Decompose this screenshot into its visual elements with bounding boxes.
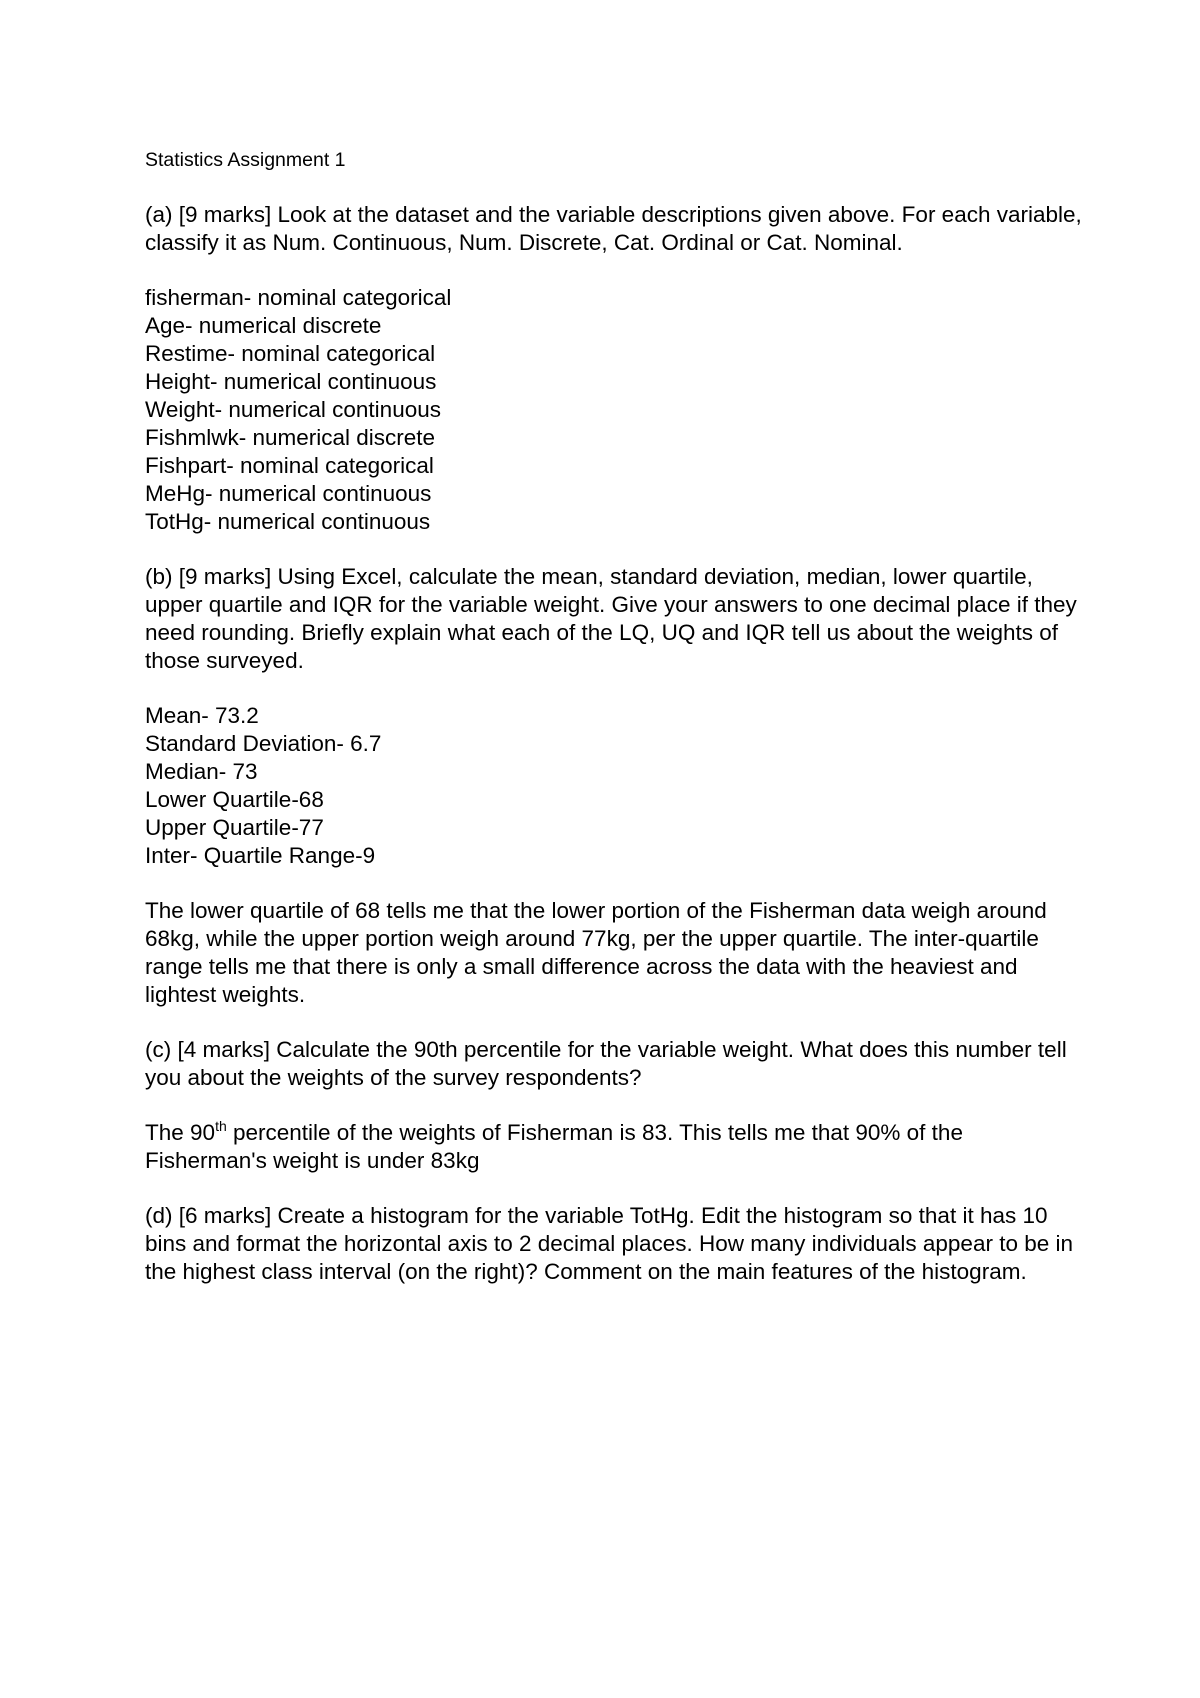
answers-b-list (145, 702, 1085, 870)
answers-a-list (145, 284, 1085, 536)
answer-a-line: Age- numerical discrete (145, 313, 382, 338)
answer-b-line: Mean- 73.2 (145, 703, 259, 728)
answer-a-line: Weight- numerical continuous (145, 397, 441, 422)
answer-a-line: TotHg- numerical continuous (145, 509, 431, 534)
answer-b-line: Median- 73 (145, 759, 258, 784)
question-c: (c) [4 marks] Calculate the 90th percentile for the variable weight. What does this number tell you about the weights of the survey respondents? (145, 1037, 1067, 1090)
document-body (145, 147, 1085, 1313)
answer-c-prefix: The 90 (145, 1120, 216, 1145)
answer-a-line: fisherman- nominal categorical (145, 285, 452, 310)
answer-a-line: Height- numerical continuous (145, 369, 437, 394)
question-a: (a) [9 marks] Look at the dataset and the variable descriptions given above. For each variable, classify it as Num. Continuous, Num. Discrete, Cat. Ordinal or Cat. Nominal. (145, 202, 1082, 255)
question-b: (b) [9 marks] Using Excel, calculate the mean, standard deviation, median, lower quartile, upper quartile and IQR for the variable weight. Give your answers to one decimal place if they need rounding. Briefly explain what each of the LQ, UQ and IQR tell us about the weights of those surveyed. (145, 564, 1077, 673)
answer-b-line: Inter- Quartile Range-9 (145, 843, 376, 868)
answer-a-line: Fishpart- nominal categorical (145, 453, 434, 478)
explanation-b: The lower quartile of 68 tells me that the lower portion of the Fisherman data weigh around 68kg, while the upper portion weigh around 77kg, per the upper quartile. The inter-quartile range tells me that there is only a small difference across the data with the heaviest and lightest weights. (145, 898, 1047, 1007)
answer-b-line: Standard Deviation- 6.7 (145, 731, 382, 756)
answer-c-suffix: percentile of the weights of Fisherman is 83. This tells me that 90% of the Fisherman's weight is under 83kg (145, 1120, 963, 1173)
answer-c-superscript: th (215, 1118, 227, 1134)
question-d: (d) [6 marks] Create a histogram for the variable TotHg. Edit the histogram so that it has 10 bins and format the horizontal axis to 2 decimal places. How many individuals appear to be in the highest class interval (on the right)? Comment on the main features of the histogram. (145, 1203, 1074, 1284)
answer-b-line: Upper Quartile-77 (145, 815, 324, 840)
answer-a-line: MeHg- numerical continuous (145, 481, 432, 506)
answer-b-line: Lower Quartile-68 (145, 787, 324, 812)
answer-a-line: Fishmlwk- numerical discrete (145, 425, 436, 450)
answer-a-line: Restime- nominal categorical (145, 341, 436, 366)
answer-c (145, 1119, 1085, 1175)
document-title: Statistics Assignment 1 (145, 149, 346, 171)
